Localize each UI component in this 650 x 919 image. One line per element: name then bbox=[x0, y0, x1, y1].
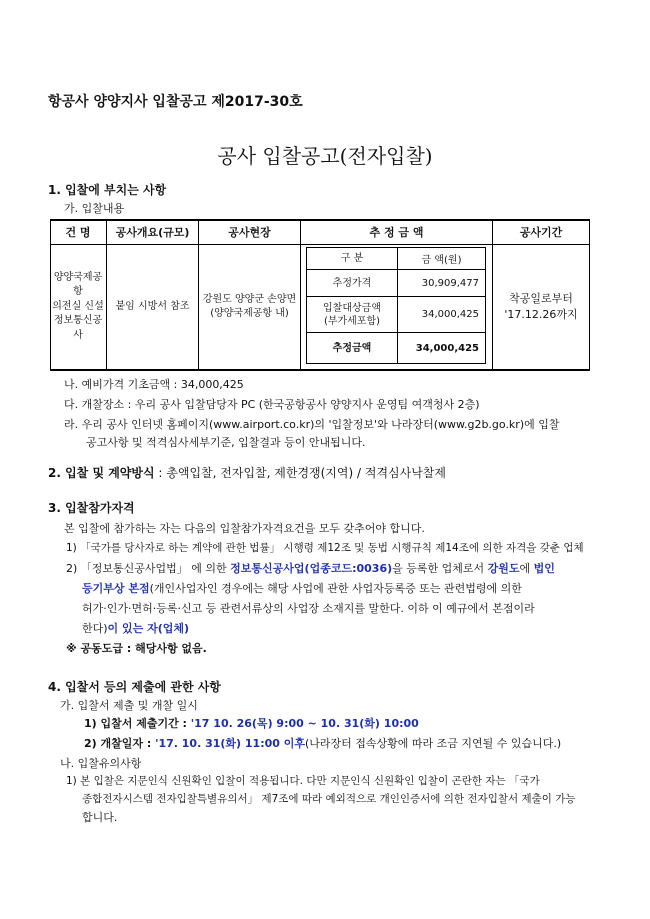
section2-text: : 총액입찰, 전자입찰, 제한경쟁(지역) / 적격심사낙찰제 bbox=[154, 466, 446, 480]
section2 bbox=[48, 464, 446, 481]
table-cell-project-name: 양양국제공항 의전실 신설 정보통신공사 bbox=[52, 271, 104, 341]
section3-note: ※ 공동도급 : 해당사항 없음. bbox=[66, 642, 207, 655]
table-cell-period: 착공일로부터 '17.12.26까지 bbox=[504, 292, 578, 321]
section2-heading: 2. 입찰 및 계약방식 bbox=[48, 466, 155, 480]
section4-note1-line2: 종합전자시스템 전자입찰특별유의서」 제7조에 따라 예외적으로 개인인증서에 의한 전자입찰서 제출이 가능 bbox=[82, 793, 576, 805]
section1-item-da: 다. 개찰장소 : 우리 공사 입찰담당자 PC (한국공항공사 양양지사 운영팀 여객청사 2층) bbox=[64, 398, 480, 411]
subtable-row-bid-amount: 입찰대상금액 (부가세포함) 34,000,425 bbox=[307, 297, 485, 333]
table-cell-overview: 붙임 시방서 참조 bbox=[115, 300, 190, 312]
section4-heading: 4. 입찰서 등의 제출에 관한 사항 bbox=[48, 680, 221, 694]
subtable-header-row: 구 분 금 액(원) bbox=[307, 248, 485, 270]
section3-item2-line2: 등기부상 본점(개인사업자인 경우에는 해당 사업에 관한 사업자등록증 또는 관련법령에 의한 bbox=[82, 582, 522, 595]
table-header-name: 건 명 bbox=[65, 225, 91, 239]
section4-item-ga: 가. 입찰서 제출 및 개찰 일시 bbox=[60, 699, 198, 712]
section3-heading: 3. 입찰참가자격 bbox=[48, 501, 135, 515]
table-cell-site: 강원도 양양군 손양면 (양양국제공항 내) bbox=[202, 293, 297, 319]
section4-note1-line3: 합니다. bbox=[82, 811, 118, 824]
table-header-estimated-amount: 추 정 금 액 bbox=[369, 225, 424, 239]
page-title: 공사 입찰공고(전자입찰) bbox=[217, 144, 433, 168]
section4-item-na: 나. 입찰유의사항 bbox=[60, 757, 142, 770]
table-header-overview: 공사개요(규모) bbox=[115, 225, 190, 239]
section3-intro: 본 입찰에 참가하는 자는 다음의 입찰참가자격요건을 모두 갖추어야 합니다. bbox=[64, 522, 425, 535]
section1-item-ga: 가. 입찰내용 bbox=[64, 202, 125, 215]
table-header-period: 공사기간 bbox=[519, 225, 563, 239]
section4-sub2: 2) 개찰일자 : '17. 10. 31(화) 11:00 이후(나라장터 접속상황에 따라 조금 지연될 수 있습니다.) bbox=[84, 737, 562, 750]
section4-note1-line1: 1) 본 입찰은 지문인식 신원확인 입찰이 적용됩니다. 다만 지문인식 신원확인 입찰이 곤란한 자는 「국가 bbox=[66, 775, 540, 787]
notice-number: 항공사 양양지사 입찰공고 제2017-30호 bbox=[48, 94, 303, 110]
section4-sub1: 1) 입찰서 제출기간 : '17 10. 26(목) 9:00 ~ 10. 31(화) 10:00 bbox=[84, 717, 419, 730]
subtable-row-estimated-price: 추정가격 30,909,477 bbox=[307, 270, 485, 297]
section1-item-ra-line1: 라. 우리 공사 인터넷 홈페이지(www.airport.co.kr)의 '입찰정보'와 나라장터(www.g2b.go.kr)에 입찰 bbox=[64, 418, 560, 431]
section1-item-ra-line2: 공고사항 및 적격심사세부기준, 입찰결과 등이 안내됩니다. bbox=[86, 436, 366, 449]
section3-item2-line1: 2) 「정보통신공사업법」 에 의한 정보통신공사업(업종코드:0036)을 등록한 업체로서 강원도에 법인 bbox=[66, 562, 555, 575]
section3-item2-line3: 허가·인가·면허·등록·신고 등 관련서류상의 사업장 소재지를 말한다. 이하 이 예규에서 본점이라 bbox=[82, 602, 535, 615]
subtable-row-estimated-total: 추정금액 34,000,425 bbox=[307, 333, 485, 363]
section1-item-na: 나. 예비가격 기초금액 : 34,000,425 bbox=[64, 378, 244, 391]
section1-heading: 1. 입찰에 부치는 사항 bbox=[48, 183, 167, 197]
section3-item2-line4: 한다)이 있는 자(업체) bbox=[82, 622, 190, 635]
section3-item1: 1) 「국가를 당사자로 하는 계약에 관한 법률」 시행령 제12조 및 동법 시행규칙 제14조에 의한 자격을 갖춘 업체 bbox=[66, 542, 584, 554]
estimated-amount-subtable bbox=[306, 247, 486, 364]
table-header-site: 공사현장 bbox=[228, 225, 271, 239]
